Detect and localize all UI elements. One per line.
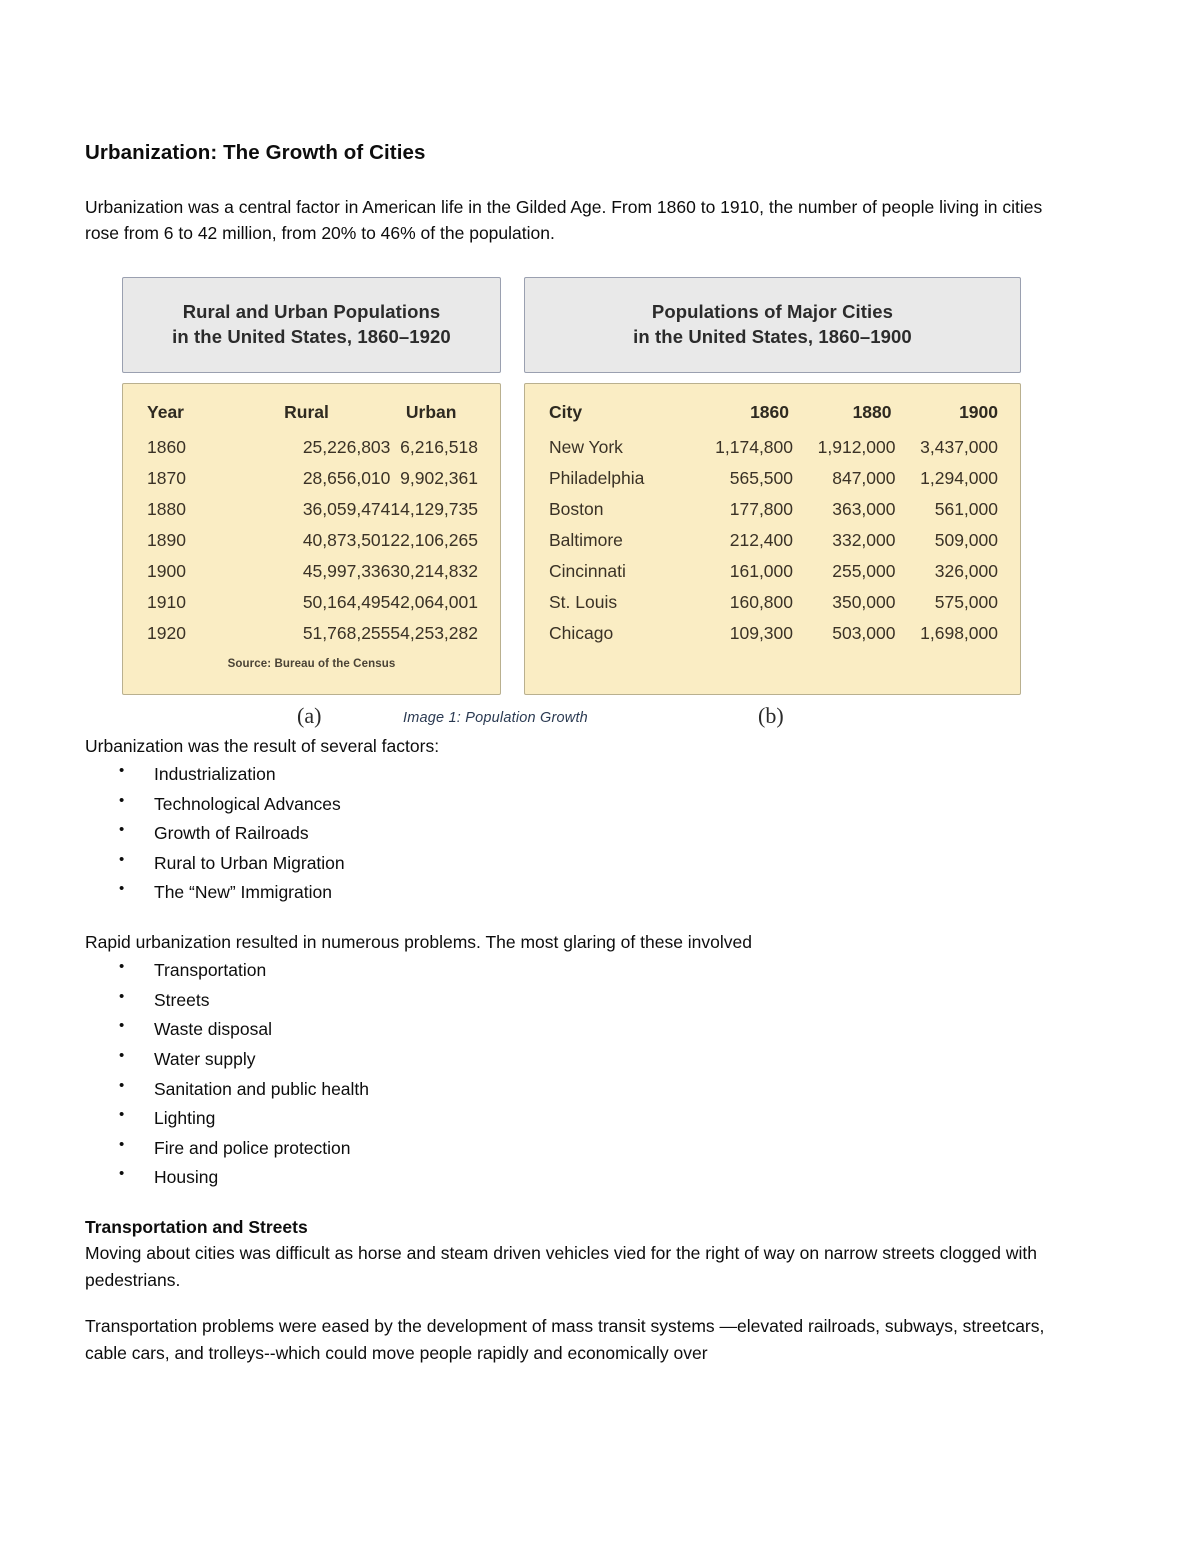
- table-b-body: [524, 383, 1021, 695]
- cell-1860: 565,500: [729, 467, 794, 488]
- cell-rural: 51,768,255: [302, 622, 391, 643]
- problems-lead-text: Rapid urbanization resulted in numerous problems. The most glaring of these involved: [85, 932, 752, 953]
- column-header-city: City: [549, 401, 583, 422]
- list-item: • Sanitation and public health: [85, 1076, 1075, 1103]
- table-a-source-note: Source: Bureau of the Census: [227, 657, 396, 670]
- list-item: • Transportation: [85, 957, 1075, 984]
- table-row: [525, 556, 1020, 587]
- cell-1860: 161,000: [729, 560, 794, 581]
- cell-urban: 54,253,282: [390, 622, 478, 643]
- page-title: Urbanization: The Growth of Cities: [85, 141, 426, 164]
- table-a-title-line-1: Rural and Urban Populations: [182, 300, 441, 322]
- list-item: • Technological Advances: [85, 791, 1075, 818]
- cell-urban: 9,902,361: [400, 467, 478, 488]
- cell-year: 1900: [147, 560, 186, 581]
- cell-city: Baltimore: [549, 529, 623, 550]
- cell-1900: 326,000: [934, 560, 998, 581]
- cell-rural: 45,997,336: [302, 560, 391, 581]
- column-header-1880: 1880: [852, 401, 892, 422]
- table-b-title: [524, 277, 1021, 373]
- cell-1900: 561,000: [934, 498, 998, 519]
- figure-label-a: (a): [297, 702, 322, 728]
- cell-1900: 509,000: [934, 529, 998, 550]
- list-item: • Water supply: [85, 1046, 1075, 1073]
- cell-city: Chicago: [549, 622, 614, 643]
- cell-city: St. Louis: [549, 591, 618, 612]
- table-a-title: [122, 277, 501, 373]
- figure-caption: Image 1: Population Growth: [403, 709, 588, 726]
- section-paragraph-1: Moving about cities was difficult as horse and steam driven vehicles vied for the right of way on narrow streets clogged with pedestrians.: [85, 1243, 1037, 1290]
- cell-1860: 212,400: [729, 529, 794, 550]
- table-row: [525, 618, 1020, 649]
- cell-year: 1860: [147, 436, 186, 457]
- cell-rural: 25,226,803: [302, 436, 391, 457]
- table-row: [123, 587, 500, 618]
- table-row: [123, 556, 500, 587]
- cell-1900: 3,437,000: [920, 436, 998, 457]
- table-row: [123, 463, 500, 494]
- list-item: • Housing: [85, 1164, 1075, 1191]
- list-item: • Streets: [85, 987, 1075, 1014]
- list-item: • Lighting: [85, 1105, 1075, 1132]
- table-a-body: [122, 383, 501, 695]
- cell-1900: 575,000: [934, 591, 998, 612]
- section-paragraph-2: Transportation problems were eased by the development of mass transit systems —elevated railroads, subways, streetcars, cable cars, and trolleys--which could move people rapidly and economically over: [85, 1316, 1045, 1364]
- table-row: [123, 525, 500, 556]
- figure-panel-a: [122, 277, 501, 695]
- cell-year: 1870: [147, 467, 186, 488]
- table-header-row: [123, 398, 500, 432]
- document-content: [85, 140, 1075, 1375]
- cell-1880: 350,000: [832, 591, 896, 612]
- cell-urban: 42,064,001: [390, 591, 478, 612]
- list-item: • Rural to Urban Migration: [85, 850, 1075, 877]
- factors-lead-text: Urbanization was the result of several factors:: [85, 735, 440, 756]
- cell-rural: 36,059,474: [302, 498, 391, 519]
- cell-rural: 50,164,495: [302, 591, 391, 612]
- figure-panel-b: [524, 277, 1021, 695]
- table-row: [123, 432, 500, 463]
- spacer: [85, 1301, 1075, 1313]
- table-b-title-line-1: Populations of Major Cities: [651, 300, 894, 322]
- cell-1880: 363,000: [832, 498, 896, 519]
- cell-urban: 22,106,265: [390, 529, 478, 550]
- spacer: [85, 1194, 1075, 1214]
- population-growth-figure: [85, 277, 1075, 728]
- figure-caption-row: [85, 702, 1075, 739]
- problems-list: [85, 957, 1075, 1191]
- cell-1900: 1,294,000: [920, 467, 998, 488]
- column-header-urban: Urban: [405, 401, 457, 422]
- column-header-1900: 1900: [959, 401, 998, 422]
- cell-1880: 255,000: [832, 560, 896, 581]
- spacer: [85, 909, 1075, 929]
- figure-label-b: (b): [758, 702, 784, 728]
- cell-city: Philadelphia: [549, 467, 645, 488]
- table-row: [525, 494, 1020, 525]
- cell-year: 1880: [147, 498, 186, 519]
- cell-year: 1890: [147, 529, 186, 550]
- cell-1860: 109,300: [729, 622, 794, 643]
- column-header-rural: Rural: [284, 401, 329, 422]
- cell-1860: 1,174,800: [715, 436, 794, 457]
- intro-paragraph: Urbanization was a central factor in American life in the Gilded Age. From 1860 to 1910, the number of people living in cities rose from 6 to 42 million, from 20% to 46% of the population.: [85, 196, 1043, 244]
- cell-city: Boston: [549, 498, 604, 519]
- cell-city: Cincinnati: [549, 560, 626, 581]
- table-row: [525, 587, 1020, 618]
- cell-1860: 177,800: [729, 498, 794, 519]
- section-heading: Transportation and Streets: [85, 1217, 308, 1238]
- cell-urban: 6,216,518: [400, 436, 478, 457]
- cell-1900: 1,698,000: [920, 622, 998, 643]
- cell-year: 1910: [147, 591, 186, 612]
- list-item: • Fire and police protection: [85, 1135, 1075, 1162]
- list-item: • Industrialization: [85, 761, 1075, 788]
- column-header-1860: 1860: [750, 401, 790, 422]
- cell-rural: 40,873,501: [302, 529, 391, 550]
- cell-urban: 14,129,735: [390, 498, 478, 519]
- list-item: • Growth of Railroads: [85, 820, 1075, 847]
- table-a-title-line-2: in the United States, 1860–1920: [172, 325, 451, 347]
- cell-1880: 847,000: [832, 467, 896, 488]
- cell-urban: 30,214,832: [390, 560, 478, 581]
- column-header-year: Year: [147, 401, 184, 422]
- cell-city: New York: [549, 436, 623, 457]
- list-item: • The “New” Immigration: [85, 879, 1075, 906]
- table-b-title-line-2: in the United States, 1860–1900: [633, 325, 912, 347]
- table-row: [123, 494, 500, 525]
- table-row: [525, 463, 1020, 494]
- major-cities-population-table: [525, 398, 1020, 649]
- cell-1880: 503,000: [832, 622, 896, 643]
- table-header-row: [525, 398, 1020, 432]
- table-row: [123, 618, 500, 649]
- cell-1860: 160,800: [729, 591, 794, 612]
- table-row: [525, 525, 1020, 556]
- list-item: • Waste disposal: [85, 1016, 1075, 1043]
- table-row: [525, 432, 1020, 463]
- factors-list: [85, 761, 1075, 906]
- cell-rural: 28,656,010: [302, 467, 391, 488]
- cell-1880: 332,000: [832, 529, 896, 550]
- rural-urban-population-table: [123, 398, 500, 649]
- cell-year: 1920: [147, 622, 186, 643]
- cell-1880: 1,912,000: [817, 436, 896, 457]
